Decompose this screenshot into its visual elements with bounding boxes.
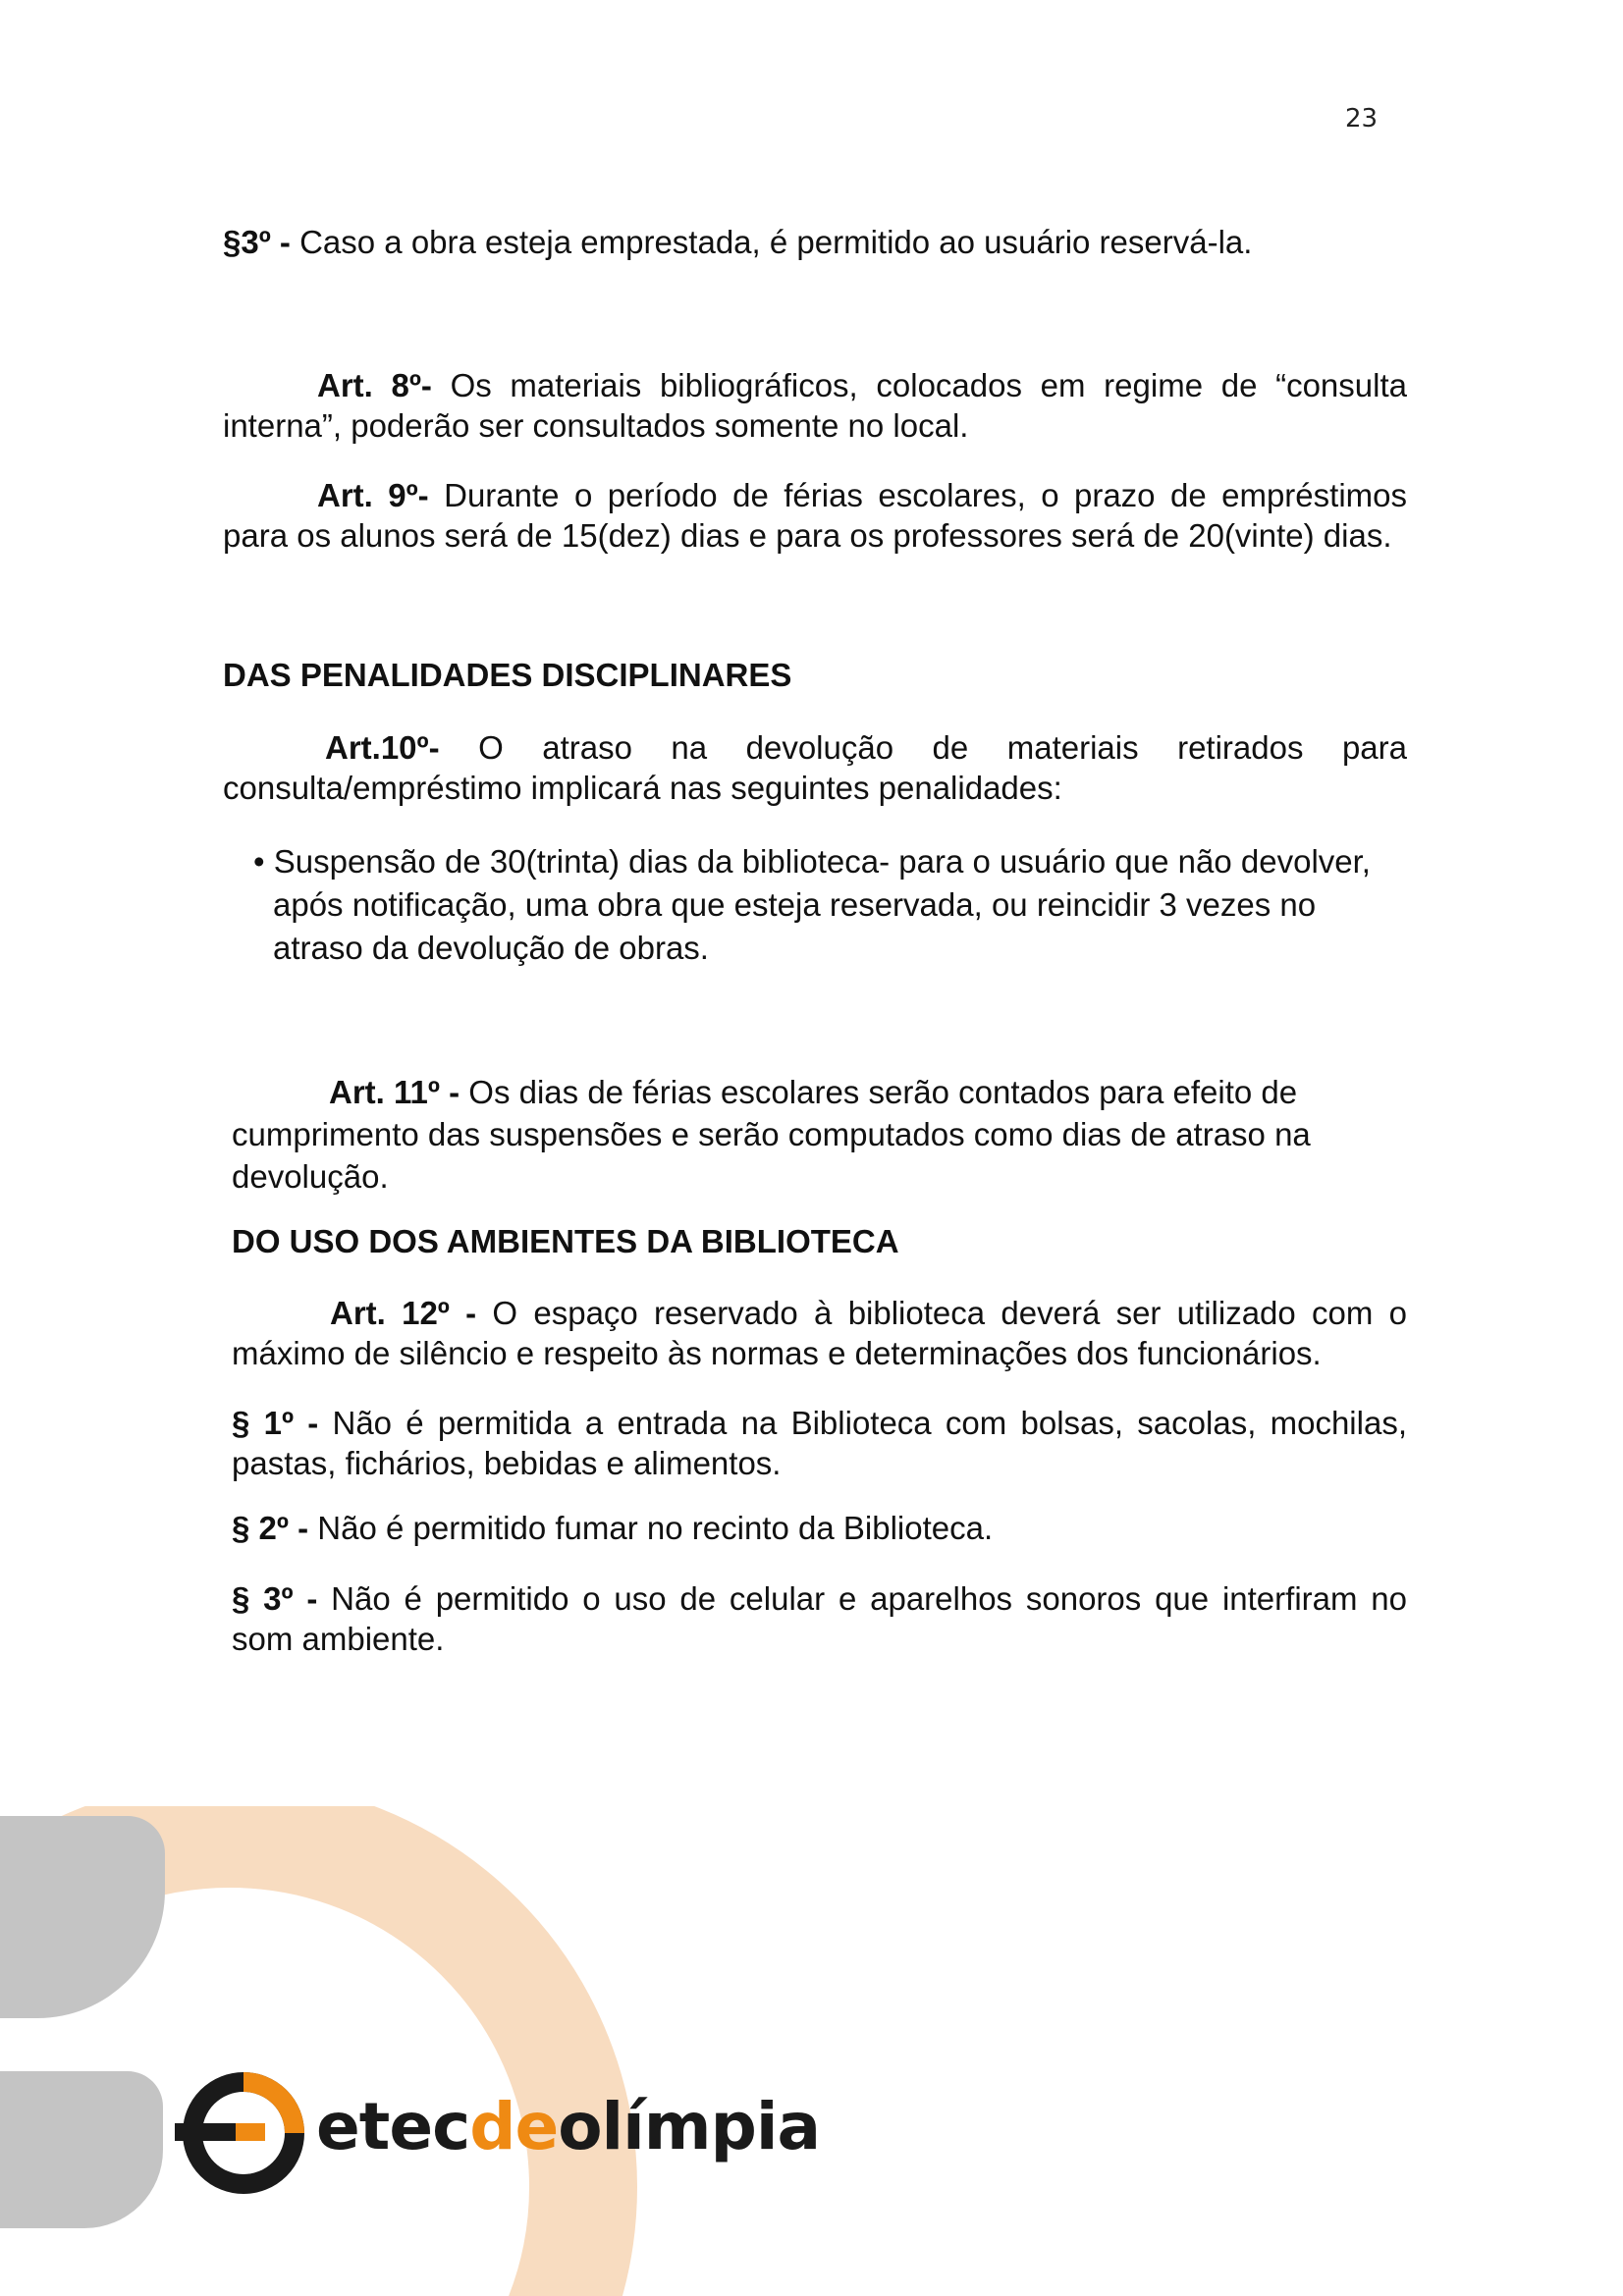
article-text: O espaço reservado à biblioteca deverá ser utilizado com o máximo de silêncio e respeito às normas e determinações dos funcionários. <box>232 1295 1407 1371</box>
article-10 <box>223 727 1407 808</box>
paragraph-2-smoking <box>232 1508 1407 1548</box>
article-text-line-1: Os dias de férias escolares serão contados para efeito de <box>460 1074 1298 1110</box>
logo-word-etec: etec <box>316 2089 470 2164</box>
paragraph-text: Não é permitido o uso de celular e aparelhos sonoros que interfiram no som ambiente. <box>232 1580 1407 1657</box>
article-label: Art. 11º - <box>329 1074 460 1110</box>
article-text-line-3: devolução. <box>232 1158 389 1195</box>
bullet-line-1: Suspensão de 30(trinta) dias da biblioteca- para o usuário que não devolver, <box>273 843 1371 880</box>
paragraph-label: § 3º - <box>232 1580 318 1617</box>
page-number: 23 <box>1345 104 1379 133</box>
bullet-line-3: atraso da devolução de obras. <box>273 930 709 966</box>
article-text-line-2: cumprimento das suspensões e serão computados como dias de atraso na <box>232 1116 1311 1152</box>
bullet-icon: • <box>253 843 265 880</box>
article-label: Art.10º- <box>325 729 440 766</box>
article-12 <box>232 1293 1407 1373</box>
paragraph-label: § 1º - <box>232 1405 319 1441</box>
article-label: Art. 12º - <box>330 1295 477 1331</box>
section-heading-penalties: DAS PENALIDADES DISCIPLINARES <box>223 657 792 693</box>
logo-word-de: de <box>469 2089 559 2164</box>
paragraph-text: Não é permitida a entrada na Biblioteca com bolsas, sacolas, mochilas, pastas, fichários, bebidas e alimentos. <box>232 1405 1407 1481</box>
paragraph-1-items <box>232 1403 1407 1483</box>
article-text: Durante o período de férias escolares, o prazo de empréstimos para os alunos será de 15(dez) dias e para os professores será de 20(vinte) dias. <box>223 477 1407 554</box>
paragraph-text: Não é permitido fumar no recinto da Biblioteca. <box>308 1510 994 1546</box>
article-label: Art. 8º- <box>317 367 432 403</box>
logo-word-olimpia: olímpia <box>558 2089 820 2164</box>
article-text: Os materiais bibliográficos, colocados em regime de “consulta interna”, poderão ser consultados somente no local. <box>223 367 1407 444</box>
decorative-ring-graphic <box>0 1806 712 2296</box>
bullet-line-2: após notificação, uma obra que esteja reservada, ou reincidir 3 vezes no <box>273 886 1317 923</box>
article-8 <box>223 365 1407 446</box>
section-heading-environments: DO USO DOS AMBIENTES DA BIBLIOTECA <box>232 1223 899 1259</box>
logo-decoration <box>0 1806 712 2296</box>
etec-logo-wordmark <box>316 2089 820 2164</box>
paragraph-label: §3º - <box>223 224 291 260</box>
paragraph-3-reserve <box>223 222 1407 262</box>
paragraph-label: § 2º - <box>232 1510 309 1546</box>
paragraph-text: Caso a obra esteja emprestada, é permitido ao usuário reservá-la. <box>290 224 1253 260</box>
article-label: Art. 9º- <box>317 477 429 513</box>
article-9 <box>223 475 1407 556</box>
etec-logo-icon <box>175 2071 308 2195</box>
paragraph-3-phones <box>232 1578 1407 1659</box>
article-text: O atraso na devolução de materiais retirados para consulta/empréstimo implicará nas seguintes penalidades: <box>223 729 1407 806</box>
